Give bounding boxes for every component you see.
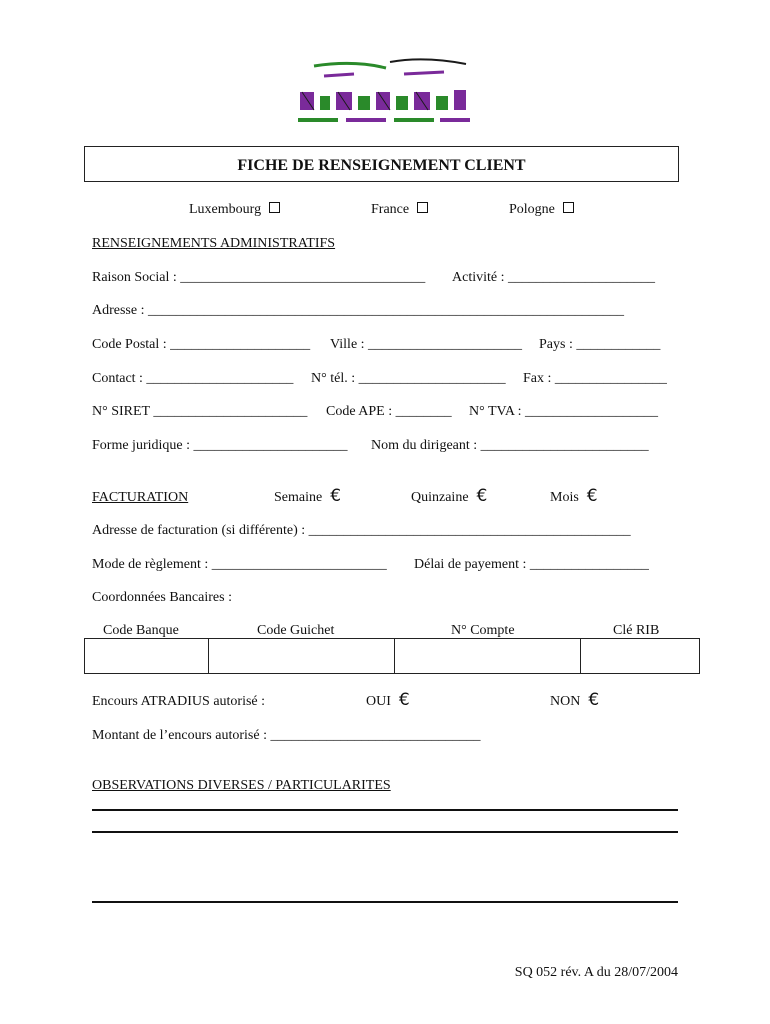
oui-label: OUI [366, 694, 391, 709]
numero-compte-cell[interactable] [395, 639, 580, 673]
encours-oui[interactable] [366, 692, 410, 710]
form-title: FICHE DE RENSEIGNEMENT CLIENT [237, 157, 526, 174]
checkbox-pologne[interactable] [563, 202, 574, 213]
bank-header-code-banque: Code Banque [103, 623, 179, 638]
option-label: Quinzaine [411, 490, 469, 505]
euro-icon[interactable]: € [330, 486, 342, 506]
option-quinzaine[interactable] [411, 488, 487, 506]
euro-icon[interactable]: € [586, 486, 598, 506]
mode-reglement-field[interactable]: Mode de règlement : _________________________ [92, 557, 387, 572]
bank-header-cle-rib: Clé RIB [613, 623, 660, 638]
activite-field[interactable]: Activité : _____________________ [452, 270, 655, 285]
document-reference: SQ 052 rév. A du 28/07/2004 [514, 965, 678, 980]
country-label: Pologne [509, 202, 555, 217]
option-mois[interactable] [550, 488, 598, 506]
forme-juridique-field[interactable]: Forme juridique : ______________________ [92, 438, 348, 453]
checkbox-france[interactable] [417, 202, 428, 213]
facturation-heading: FACTURATION [92, 490, 189, 505]
contact-field[interactable]: Contact : _____________________ [92, 371, 294, 386]
bank-table [84, 638, 700, 674]
siret-field[interactable]: N° SIRET ______________________ [92, 404, 308, 419]
checkbox-luxembourg[interactable] [269, 202, 280, 213]
observations-heading: OBSERVATIONS DIVERSES / PARTICULARITES [92, 778, 391, 793]
non-label: NON [550, 694, 581, 709]
adresse-field[interactable]: Adresse : ____________________________________________________________________ [92, 303, 624, 318]
euro-icon[interactable]: € [398, 690, 410, 710]
tva-field[interactable]: N° TVA : ___________________ [469, 404, 659, 419]
company-logo-icon [294, 52, 474, 130]
form-title-box [84, 146, 679, 182]
observation-line[interactable] [92, 901, 678, 903]
code-guichet-cell[interactable] [209, 639, 394, 673]
code-banque-cell[interactable] [85, 639, 208, 673]
ville-field[interactable]: Ville : ______________________ [330, 337, 523, 352]
montant-encours-field[interactable]: Montant de l’encours autorisé : ______________________________ [92, 728, 481, 743]
raison-sociale-field[interactable]: Raison Social : ___________________________________ [92, 270, 426, 285]
country-pologne[interactable] [509, 202, 574, 218]
code-postal-field[interactable]: Code Postal : ____________________ [92, 337, 311, 352]
option-label: Mois [550, 490, 579, 505]
euro-icon[interactable]: € [476, 486, 488, 506]
adresse-facturation-field[interactable]: Adresse de facturation (si différente) : ______________________________________________ [92, 523, 631, 538]
delai-payement-field[interactable]: Délai de payement : _________________ [414, 557, 649, 572]
ape-field[interactable]: Code APE : ________ [326, 404, 452, 419]
dirigeant-field[interactable]: Nom du dirigeant : ________________________ [371, 438, 649, 453]
euro-icon[interactable]: € [588, 690, 600, 710]
admin-heading: RENSEIGNEMENTS ADMINISTRATIFS [92, 236, 336, 251]
country-label: Luxembourg [189, 202, 262, 217]
cle-rib-cell[interactable] [581, 639, 699, 673]
encours-non[interactable] [550, 692, 599, 710]
observation-line[interactable] [92, 809, 678, 811]
option-semaine[interactable] [274, 488, 341, 506]
country-label: France [371, 202, 410, 217]
option-label: Semaine [274, 490, 323, 505]
country-luxembourg[interactable] [189, 202, 280, 218]
bank-header-compte: N° Compte [451, 623, 515, 638]
fax-field[interactable]: Fax : ________________ [523, 371, 667, 386]
coordonnees-bancaires-label: Coordonnées Bancaires : [92, 590, 232, 605]
country-france[interactable] [371, 202, 428, 218]
pays-field[interactable]: Pays : ____________ [539, 337, 661, 352]
encours-label: Encours ATRADIUS autorisé : [92, 694, 266, 709]
bank-header-code-guichet: Code Guichet [257, 623, 335, 638]
tel-field[interactable]: N° tél. : _____________________ [311, 371, 506, 386]
observation-line[interactable] [92, 831, 678, 833]
